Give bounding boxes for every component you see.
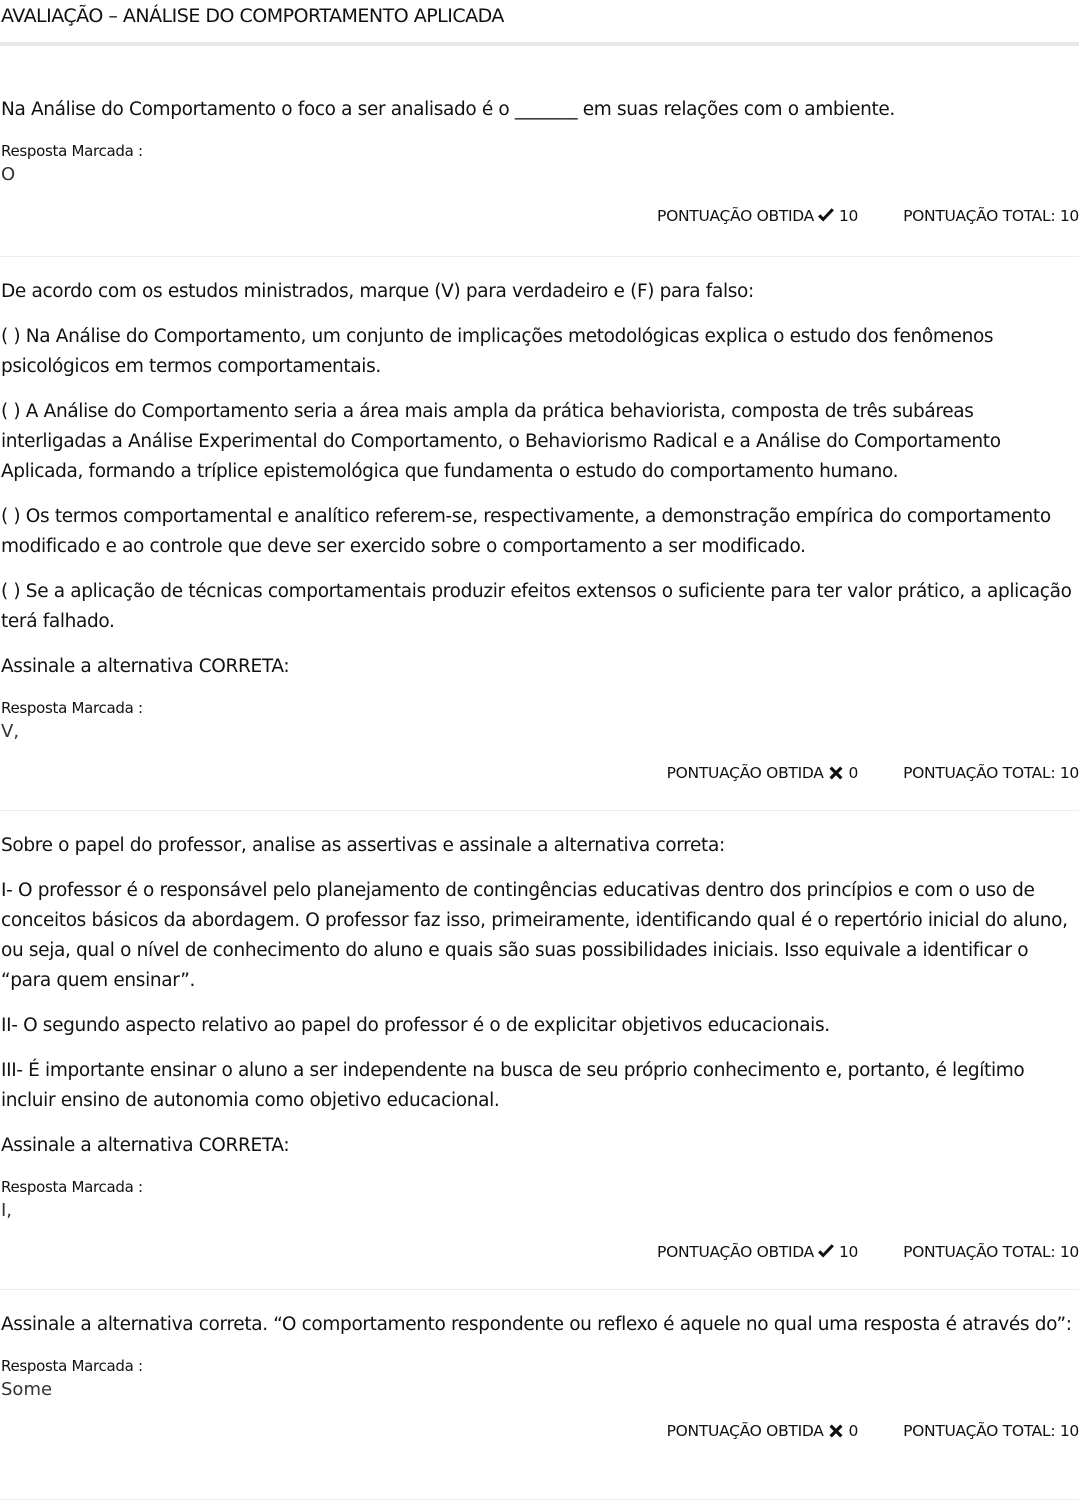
question-2-answer-label: Resposta Marcada : (1, 699, 143, 717)
question-1-score-total: PONTUAÇÃO TOTAL: 10 (903, 207, 1079, 225)
question-1-score-obtained (657, 206, 858, 226)
question-3-item-2: II- O segundo aspecto relativo ao papel do professor é o de explicitar objetivos educacionais. (1, 1015, 830, 1036)
question-3-instruction: Assinale a alternativa CORRETA: (1, 1135, 290, 1156)
question-2-score-total: PONTUAÇÃO TOTAL: 10 (903, 764, 1079, 782)
question-1-answer-label: Resposta Marcada : (1, 142, 143, 160)
check-icon (816, 1242, 836, 1262)
question-4-score-row (1, 1421, 1079, 1441)
question-3 (0, 811, 1079, 1290)
question-2-statement: De acordo com os estudos ministrados, marque (V) para verdadeiro e (F) para falso: (1, 281, 754, 302)
score-obtained-value: 10 (838, 1243, 859, 1261)
question-1-statement: Na Análise do Comportamento o foco a ser analisado é o _______ em suas relações com o ambiente. (1, 99, 895, 120)
question-2-score-row (1, 763, 1079, 783)
question-3-item-1: I- O professor é o responsável pelo planejamento de contingências educativas dentro dos princípios e com o uso de conceitos básicos da abordagem. O professor faz isso, primeiramente, identificando qual é o repertório inicial do aluno, ou seja, qual o nível de conhecimento do aluno e quais são suas possibilidades iniciais. Isso equivale a identificar o “para quem ensinar”. (1, 880, 1068, 991)
question-4-statement: Assinale a alternativa correta. “O comportamento respondente ou reflexo é aquele no qual uma resposta é através do”: (1, 1314, 1072, 1335)
question-1-answer-value: O (1, 164, 16, 185)
question-3-answer-value: I, (1, 1200, 13, 1221)
score-obtained-label: PONTUAÇÃO OBTIDA (666, 764, 824, 782)
question-2-item-3: ( ) Os termos comportamental e analítico referem-se, respectivamente, a demonstração empírica do comportamento modificado e ao controle que deve ser exercido sobre o comportamento a ser modificado. (1, 506, 1051, 557)
score-obtained-label: PONTUAÇÃO OBTIDA (657, 207, 814, 225)
question-1-score-row (1, 206, 1079, 226)
question-2-score-obtained (667, 763, 858, 783)
page-title: AVALIAÇÃO – ANÁLISE DO COMPORTAMENTO APLICADA (1, 5, 504, 27)
question-3-score-row (1, 1242, 1079, 1262)
cross-icon (826, 1421, 846, 1441)
score-obtained-label: PONTUAÇÃO OBTIDA (666, 1422, 824, 1440)
question-4-score-obtained (667, 1421, 858, 1441)
score-obtained-value: 10 (838, 207, 859, 225)
question-2-instruction: Assinale a alternativa CORRETA: (1, 656, 290, 677)
question-4-answer-label: Resposta Marcada : (1, 1357, 143, 1375)
question-2-item-4: ( ) Se a aplicação de técnicas comportamentais produzir efeitos extensos o suficiente para ter valor prático, a aplicação terá falhado. (1, 581, 1072, 632)
question-2 (0, 257, 1079, 811)
score-obtained-value: 0 (848, 1422, 859, 1440)
question-1 (0, 46, 1079, 257)
score-obtained-value: 0 (848, 764, 859, 782)
page-header (0, 0, 1079, 46)
question-2-answer-value: V, (1, 721, 20, 742)
question-2-item-1: ( ) Na Análise do Comportamento, um conjunto de implicações metodológicas explica o estudo dos fenômenos psicológicos em termos comportamentais. (1, 326, 994, 377)
question-3-statement: Sobre o papel do professor, analise as assertivas e assinale a alternativa correta: (1, 835, 725, 856)
question-2-item-2: ( ) A Análise do Comportamento seria a área mais ampla da prática behaviorista, composta de três subáreas interligadas a Análise Experimental do Comportamento, o Behaviorismo Radical e a Análise do Comportamento Aplicada, formando a tríplice epistemológica que fundamenta o estudo do comportamento humano. (1, 401, 1001, 482)
question-4-score-total: PONTUAÇÃO TOTAL: 10 (903, 1422, 1079, 1440)
question-3-score-total: PONTUAÇÃO TOTAL: 10 (903, 1243, 1079, 1261)
question-3-answer-label: Resposta Marcada : (1, 1178, 143, 1196)
check-icon (816, 206, 836, 226)
question-4 (0, 1290, 1079, 1500)
question-4-answer-value: Some (1, 1379, 53, 1400)
score-obtained-label: PONTUAÇÃO OBTIDA (657, 1243, 814, 1261)
cross-icon (826, 763, 846, 783)
question-3-item-3: III- É importante ensinar o aluno a ser independente na busca de seu próprio conhecimento e, portanto, é legítimo incluir ensino de autonomia como objetivo educacional. (1, 1060, 1025, 1111)
questions-list (0, 46, 1079, 1500)
question-3-score-obtained (657, 1242, 858, 1262)
